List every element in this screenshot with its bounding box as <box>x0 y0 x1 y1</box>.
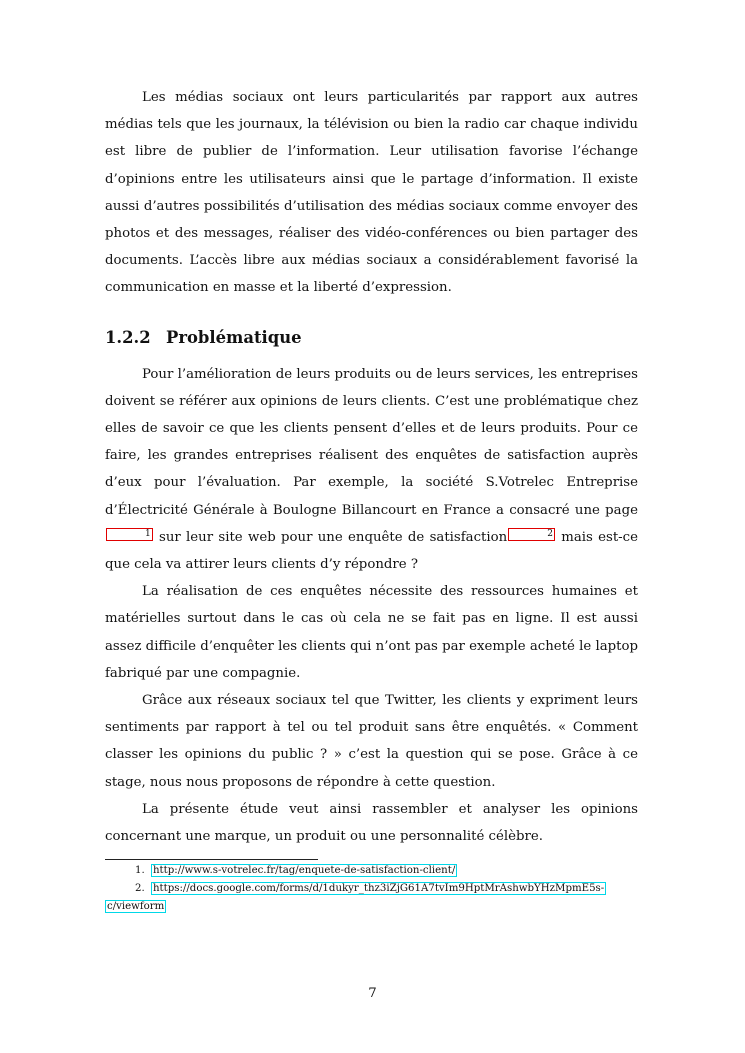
paragraph-text-part: Pour l’amélioration de leurs produits ou de leurs services, les entreprises doivent se référer aux opinions de leurs clients. C’est une problématique chez elles de savoir ce que les clients pensent d’elles et de leurs produits. Pour ce faire, les grandes entreprises réalisent des enquêtes de satisfaction auprès d’eux pour l’évaluation. Par exemple, la société S.Votrelec Entreprise d’Électricité Générale à Boulogne Billancourt en France a consacré une page <box>105 366 638 518</box>
footnote-ref-2[interactable]: 2 <box>508 528 555 541</box>
paragraph-problematique <box>105 361 638 579</box>
section-heading <box>105 324 638 352</box>
footnote-1 <box>105 862 638 880</box>
paragraph-reseaux-sociaux: Grâce aux réseaux sociaux tel que Twitter, les clients y expriment leurs sentiments par rapport à tel ou tel produit sans être enquêtés. « Comment classer les opinions du public ? » c’est la question qui se pose. Grâce à ce stage, nous nous proposons de répondre à cette question. <box>105 693 638 790</box>
footnote-2 <box>105 880 638 898</box>
paragraph-etude: La présente étude veut ainsi rassembler et analyser les opinions concernant une marque, un produit ou une personnalité célèbre. <box>105 801 638 845</box>
footnote-link-2-continued[interactable]: c/viewform <box>107 901 165 913</box>
footnote-link-2[interactable]: https://docs.google.com/forms/d/1dukyr_thz3iZjG61A7tvIm9HptMrAshwbYHzMpmE5s- <box>153 883 605 895</box>
paragraph-media-sociaux: Les médias sociaux ont leurs particularités par rapport aux autres médias tels que les journaux, la télévision ou bien la radio car chaque individu est libre de publier de l’information. Leur utilisation favorise l’échange d’opinions entre les utilisateurs ainsi que le partage d’information. Il existe aussi d’autres possibilités d’utilisation des médias sociaux comme envoyer des photos et des messages, réaliser des vidéo-conférences ou bien partager des documents. L’accès libre aux médias sociaux a considérablement favorisé la communication en masse et la liberté d’expression. <box>105 90 638 296</box>
footnote-mark: 2. <box>135 883 145 895</box>
section-number: 1.2.2 <box>105 327 151 347</box>
footnote-ref-1[interactable]: 1 <box>106 528 153 541</box>
footnote-2-continuation <box>105 898 638 916</box>
paragraph-enquetes: La réalisation de ces enquêtes nécessite des ressources humaines et matérielles surtout dans le cas où cela ne se fait pas en ligne. Il est aussi assez difficile d’enquêter les clients qui n’ont pas par exemple acheté le laptop fabriqué par une compagnie. <box>105 584 638 681</box>
page-number: 7 <box>368 986 377 1001</box>
paragraph-text-part: sur leur site web pour une enquête de satisfaction <box>153 529 508 545</box>
footnote-link-1[interactable]: http://www.s-votrelec.fr/tag/enquete-de-satisfaction-client/ <box>153 865 456 877</box>
footnote-divider <box>105 859 318 860</box>
section-title: Problématique <box>166 327 302 347</box>
paragraph-text-part: mais est-ce que cela va attirer leurs clients d’y répondre ? <box>105 529 638 573</box>
footnotes <box>105 862 638 916</box>
page-body <box>105 84 638 916</box>
footnote-mark: 1. <box>135 865 145 877</box>
